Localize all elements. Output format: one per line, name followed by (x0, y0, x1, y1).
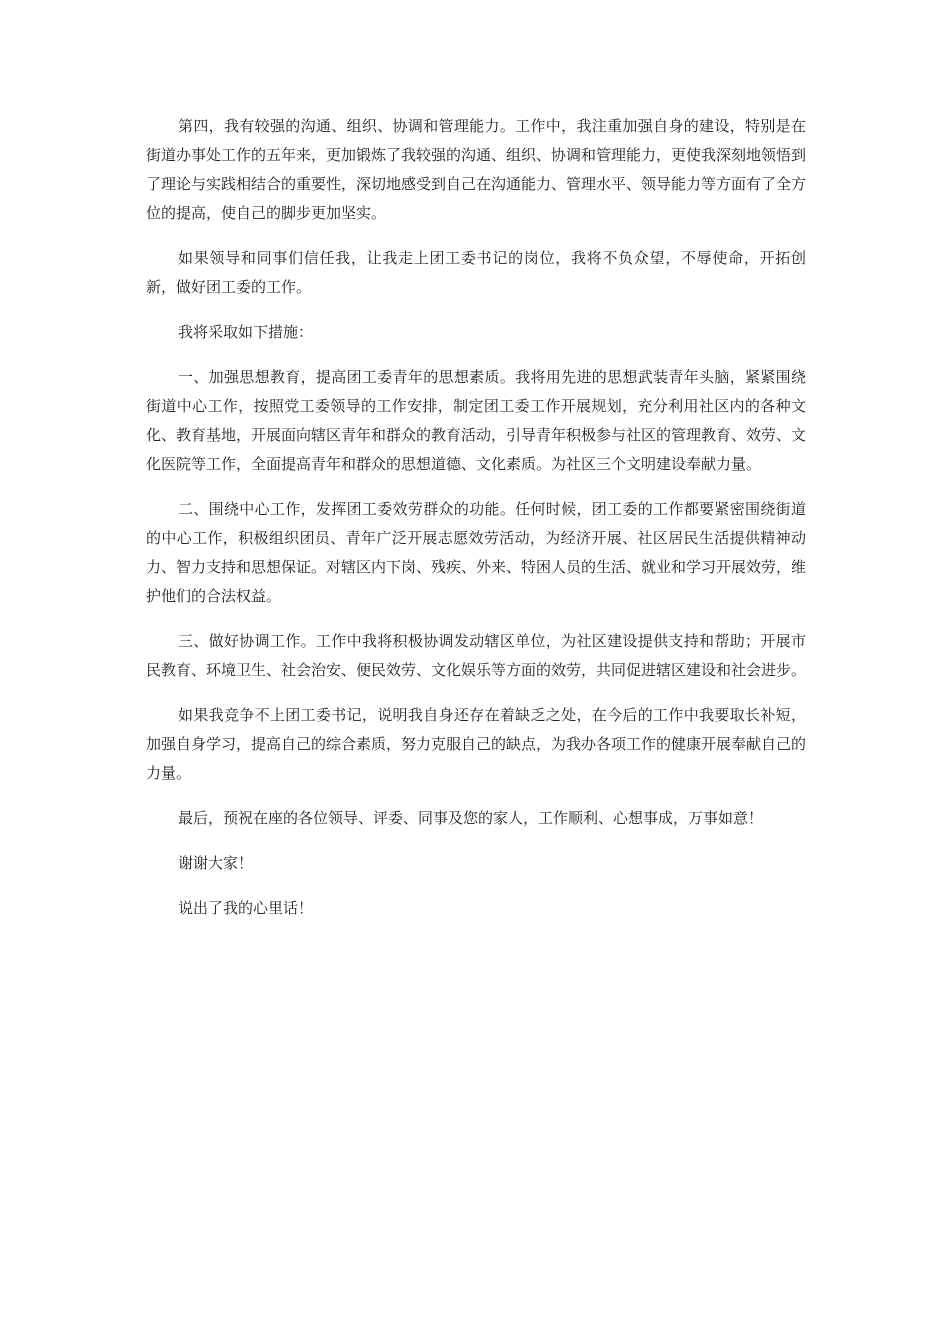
paragraph-measures-intro: 我将采取如下措施： (178, 323, 314, 341)
paragraph-if-not-elected: 如果我竞争不上团工委书记，说明我自身还存在着缺乏之处，在今后的工作中我要取长补短，加强自身学习，提高自己的综合素质，努力克服自己的缺点，为我办各项工作的健康开展奉献自己的力量。 (146, 706, 807, 782)
paragraph-closing-wishes: 最后，预祝在座的各位领导、评委、同事及您的家人，工作顺利、心想事成，万事如意！ (178, 809, 764, 827)
paragraph-thanks: 谢谢大家！ (178, 854, 254, 872)
paragraph-final-remark: 说出了我的心里话！ (178, 899, 314, 917)
document-body (146, 112, 806, 939)
paragraph-measure-one: 一、加强思想教育，提高团工委青年的思想素质。我将用先进的思想武装青年头脑，紧紧围绕街道中心工作，按照党工委领导的工作安排，制定团工委工作开展规划，充分利用社区内的各种文化、教育基地，开展面向辖区青年和群众的教育活动，引导青年积极参与社区的管理教育、效劳、文化医院等工作，全面提高青年和群众的思想道德、文化素质。为社区三个文明建设奉献力量。 (146, 368, 807, 473)
paragraph-measure-two: 二、围绕中心工作，发挥团工委效劳群众的功能。任何时候，团工委的工作都要紧密围绕街道的中心工作，积极组织团员、青年广泛开展志愿效劳活动，为经济开展、社区居民生活提供精神动力、智力支持和思想保证。对辖区内下岗、残疾、外来、特困人员的生活、就业和学习开展效劳，维护他们的合法权益。 (146, 500, 807, 605)
paragraph-qualification-four: 第四，我有较强的沟通、组织、协调和管理能力。工作中，我注重加强自身的建设，特别是在街道办事处工作的五年来，更加锻炼了我较强的沟通、组织、协调和管理能力，更使我深刻地领悟到了理论与实践相结合的重要性，深切地感受到自己在沟通能力、管理水平、领导能力等方面有了全方位的提高，使自己的脚步更加坚实。 (146, 117, 807, 222)
paragraph-measure-three: 三、做好协调工作。工作中我将积极协调发动辖区单位，为社区建设提供支持和帮助；开展市民教育、环境卫生、社会治安、便民效劳、文化娱乐等方面的效劳，共同促进辖区建设和社会进步。 (146, 632, 807, 679)
paragraph-commitment: 如果领导和同事们信任我，让我走上团工委书记的岗位，我将不负众望，不辱使命，开拓创新，做好团工委的工作。 (146, 249, 806, 296)
